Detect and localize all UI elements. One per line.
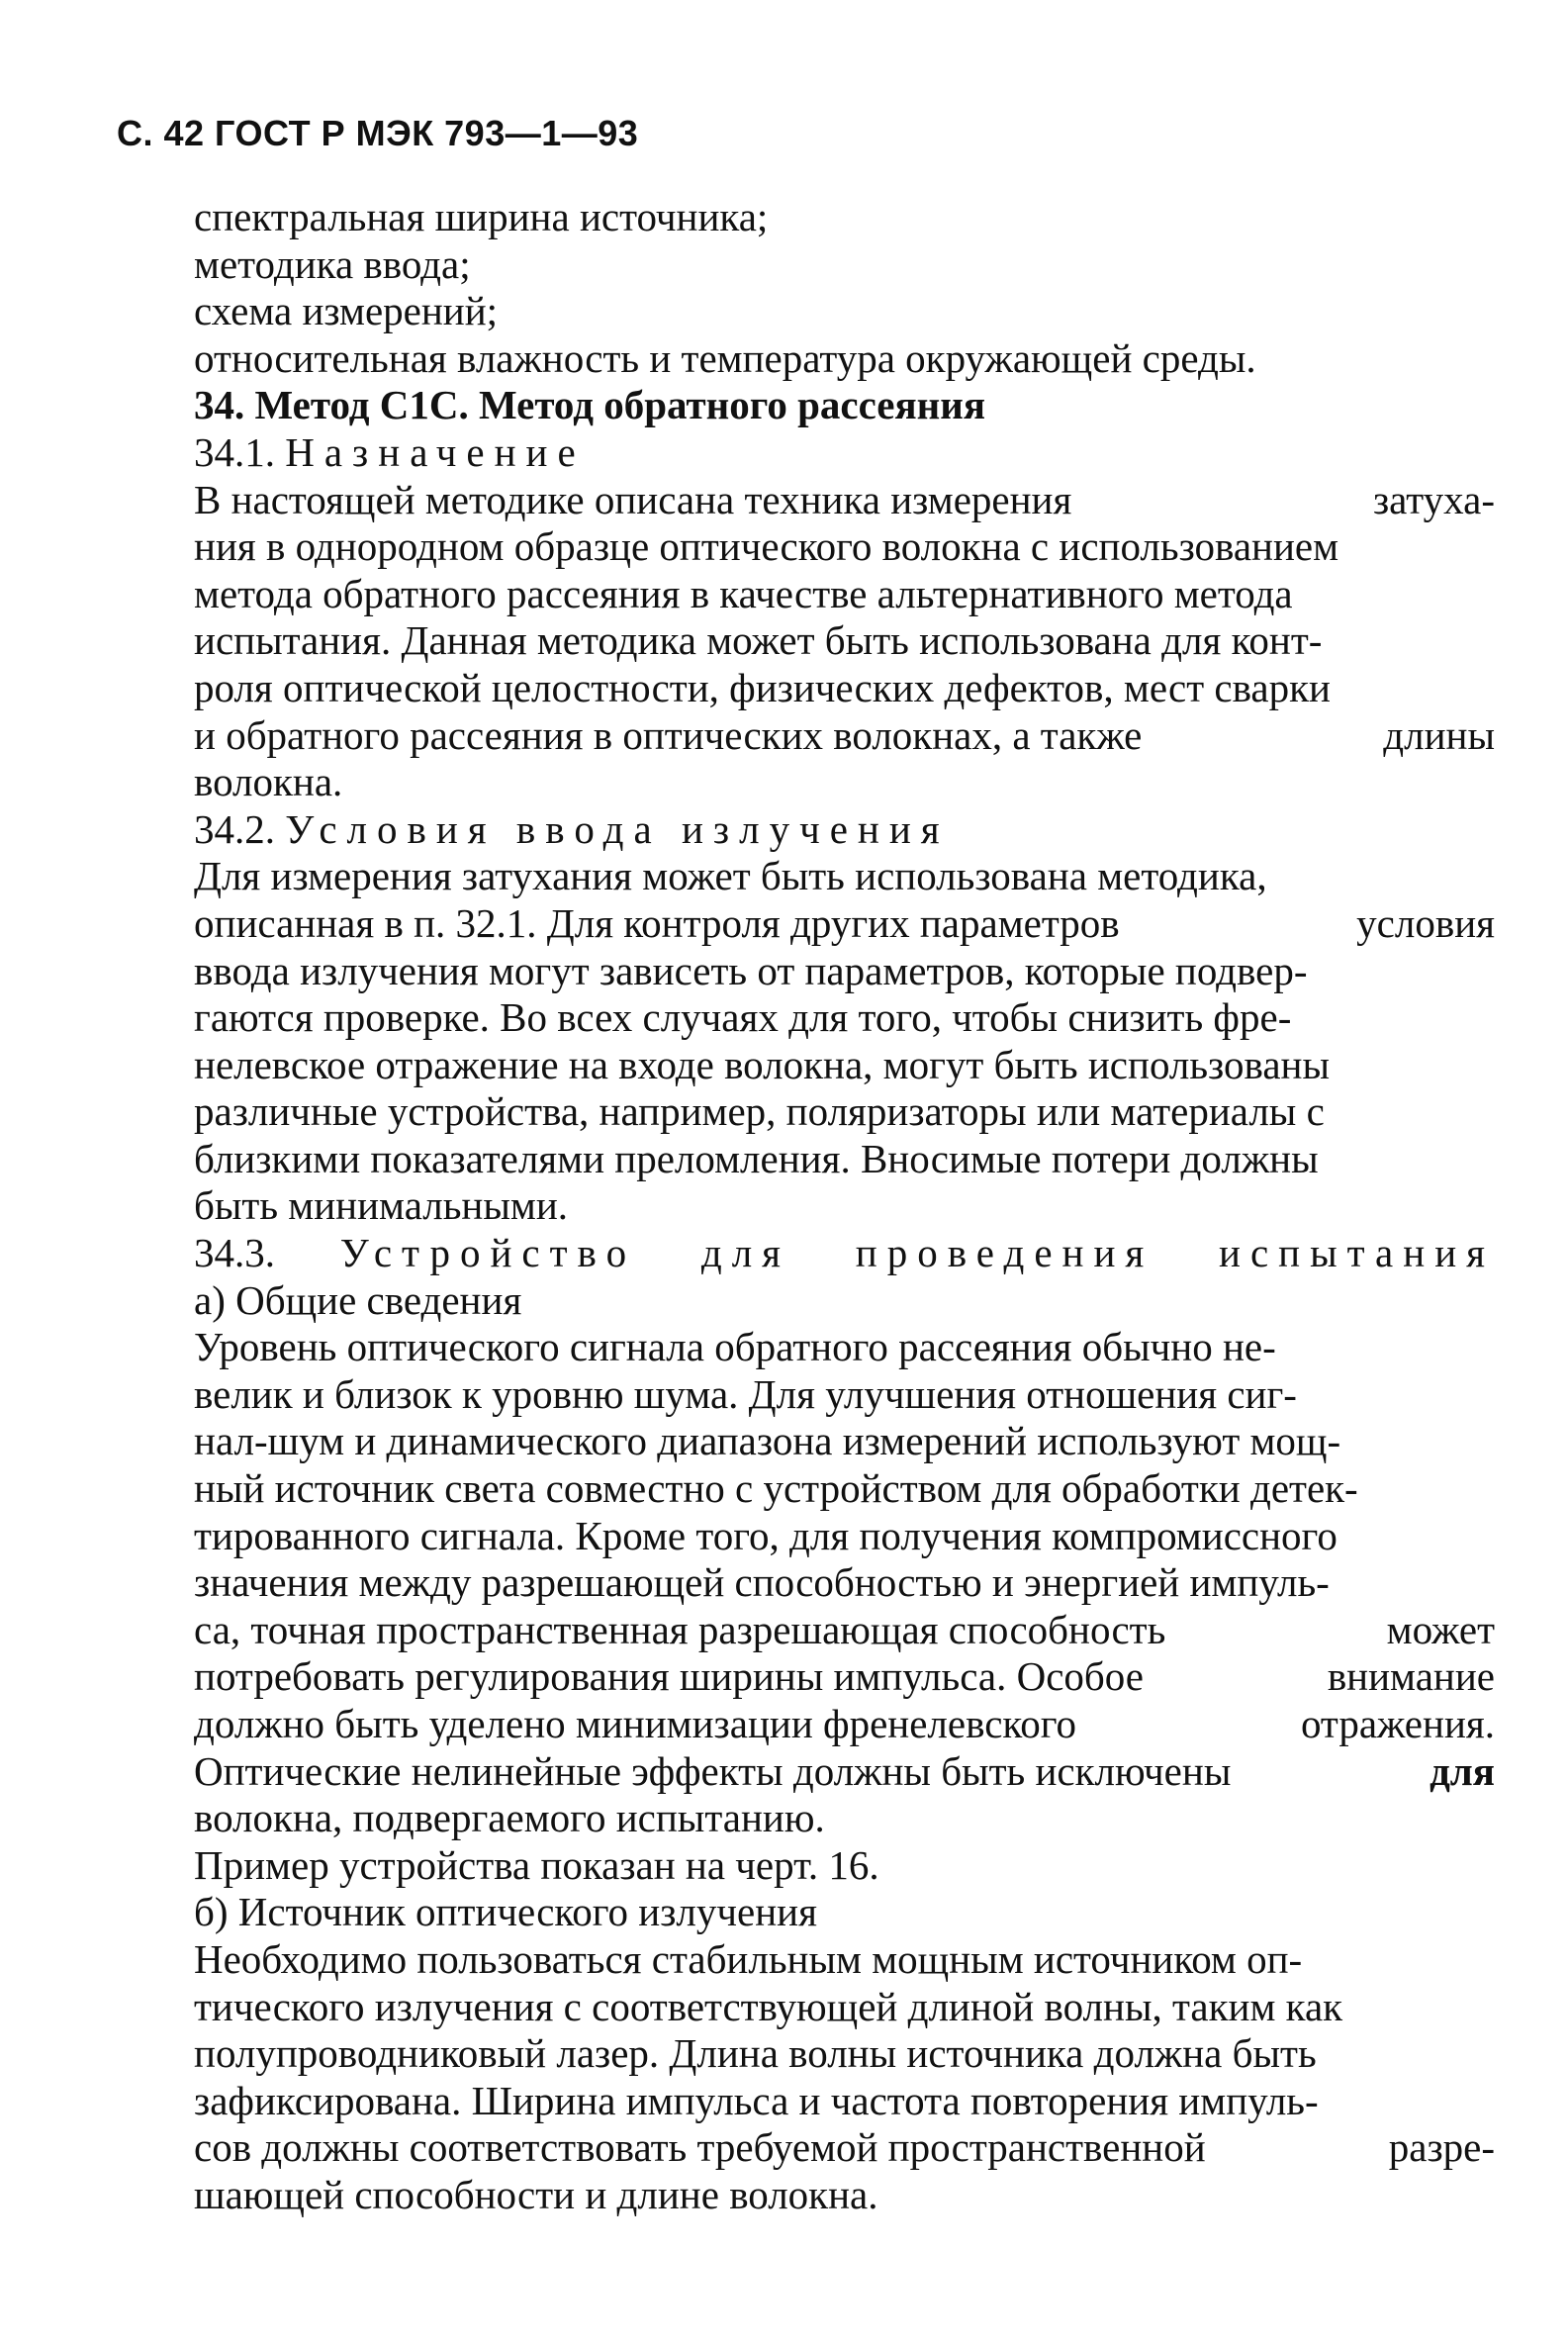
text-line: значения между разрешающей способностью и энергией импуль-: [194, 1559, 1330, 1606]
text-segment: внимание: [1327, 1653, 1495, 1700]
text-line: волокна, подвергаемого испытанию.: [194, 1795, 825, 1841]
subsection-a-title: а) Общие сведения: [194, 1276, 522, 1323]
text-line: [194, 900, 1495, 948]
text-line: [194, 2124, 1495, 2172]
text-line: испытания. Данная методика может быть использована для конт-: [194, 617, 1323, 664]
text-line: различные устройства, например, поляризаторы или материалы с: [194, 1088, 1325, 1135]
text-line: [194, 1701, 1495, 1748]
text-segment: длины: [1383, 711, 1495, 758]
section-34-3-heading: [194, 1230, 1495, 1277]
text-line: ный источник света совместно с устройством для обработки детек-: [194, 1465, 1358, 1512]
section-number: 34.2.: [194, 805, 275, 852]
text-segment: Оптические нелинейные эффекты должны быть исключены: [194, 1747, 1232, 1794]
list-item: относительная влажность и температура окружающей среды.: [194, 334, 1256, 381]
text-segment: для: [1430, 1747, 1495, 1794]
text-line: близкими показателями преломления. Вносимые потери должны: [194, 1135, 1319, 1181]
text-segment: В настоящей методике описана техника измерения: [194, 476, 1072, 522]
list-item: методика ввода;: [194, 240, 471, 287]
text-segment: са, точная пространственная разрешающая способность: [194, 1606, 1166, 1652]
text-line: роля оптической целостности, физических дефектов, мест сварки: [194, 664, 1331, 710]
text-line: волокна.: [194, 759, 343, 805]
section-34-title: 34. Метод С1С. Метод обратного рассеяния: [194, 382, 986, 428]
text-line: гаются проверке. Во всех случаях для того, чтобы снизить фре-: [194, 994, 1292, 1041]
section-title: Назначение: [285, 428, 586, 475]
paragraph-34-2: [194, 853, 1495, 1230]
text-line: нелевское отражение на входе волокна, могут быть использованы: [194, 1041, 1331, 1087]
text-line: шающей способности и длине волокна.: [194, 2171, 878, 2217]
section-title: Условия ввода излучения: [285, 805, 950, 852]
section-title-word: Устройство: [339, 1230, 637, 1276]
text-segment: и обратного рассеяния в оптических волокнах, а также: [194, 711, 1143, 758]
text-line: ния в однородном образце оптического волокна с использованием: [194, 523, 1339, 570]
text-line: ввода излучения могут зависеть от параметров, которые подвер-: [194, 947, 1308, 993]
text-line: полупроводниковый лазер. Длина волны источника должна быть: [194, 2030, 1317, 2077]
text-line: [194, 477, 1495, 524]
paragraph-34-3-b: [194, 1936, 1495, 2219]
text-line: Уровень оптического сигнала обратного рассеяния обычно не-: [194, 1324, 1276, 1370]
text-line: тического излучения с соответствующей длиной волны, таким как: [194, 1983, 1343, 2029]
text-line: [194, 1748, 1495, 1796]
text-segment: условия: [1356, 899, 1495, 946]
paragraph-34-3-a: [194, 1324, 1495, 1889]
section-title-word: для: [700, 1230, 791, 1276]
section-34-1-heading: [194, 429, 1495, 477]
text-segment: разре-: [1388, 2124, 1495, 2171]
text-segment: должно быть уделено минимизации френелевского: [194, 1701, 1077, 1746]
text-line: [194, 712, 1495, 760]
text-segment: может: [1386, 1606, 1495, 1652]
page-header: С. 42 ГОСТ Р МЭК 793—1—93: [117, 113, 639, 153]
text-line: метода обратного рассеяния в качестве альтернативного метода: [194, 570, 1293, 616]
list-item: схема измерений;: [194, 288, 499, 334]
text-line: зафиксирована. Ширина импульса и частота повторения импуль-: [194, 2077, 1319, 2123]
text-segment: сов должны соответствовать требуемой пространственной: [194, 2124, 1206, 2171]
text-line: быть минимальными.: [194, 1182, 569, 1229]
text-line: тированного сигнала. Кроме того, для получения компромиссного: [194, 1512, 1337, 1558]
text-line: нал-шум и динамического диапазона измерений используют мощ-: [194, 1418, 1341, 1464]
section-number: 34.3.: [194, 1230, 275, 1276]
text-segment: отражения.: [1300, 1701, 1495, 1746]
text-line: [194, 1607, 1495, 1654]
text-line: Необходимо пользоваться стабильным мощным источником оп-: [194, 1935, 1303, 1982]
paragraph-34-1: [194, 477, 1495, 806]
section-34-2-heading: [194, 806, 1495, 854]
text-segment: описанная в п. 32.1. Для контроля других параметров: [194, 899, 1120, 946]
text-segment: затуха-: [1372, 476, 1495, 522]
text-line: Пример устройства показан на черт. 16.: [194, 1841, 879, 1888]
text-line: велик и близок к уровню шума. Для улучшения отношения сиг-: [194, 1370, 1297, 1417]
text-line: [194, 1653, 1495, 1701]
subsection-b-title: б) Источник оптического излучения: [194, 1889, 817, 1935]
page-body: [194, 194, 1495, 2219]
list-item: спектральная ширина источника;: [194, 194, 769, 239]
section-title-word: испытания: [1219, 1230, 1495, 1276]
section-number: 34.1.: [194, 428, 275, 475]
text-line: Для измерения затухания может быть использована методика,: [194, 853, 1267, 899]
section-title-word: проведения: [855, 1230, 1154, 1276]
text-segment: потребовать регулирования ширины импульса. Особое: [194, 1653, 1144, 1700]
